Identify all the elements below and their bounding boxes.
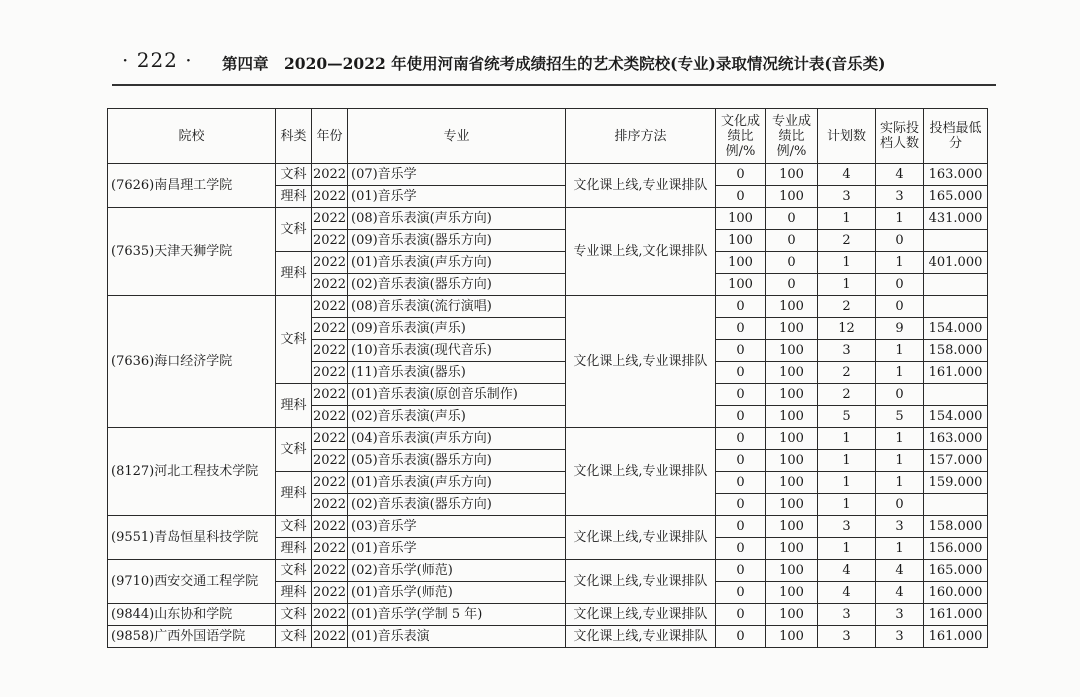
culture-ratio-cell: 0 bbox=[716, 494, 766, 516]
school-cell: (9844)山东协和学院 bbox=[108, 604, 276, 626]
year-cell: 2022 bbox=[312, 428, 348, 450]
culture-ratio-cell: 0 bbox=[716, 384, 766, 406]
major-cell: (01)音乐表演(声乐方向) bbox=[348, 472, 566, 494]
year-cell: 2022 bbox=[312, 208, 348, 230]
min-score-cell: 157.000 bbox=[924, 450, 988, 472]
col-header-actual: 实际投档人数 bbox=[876, 109, 924, 164]
method-cell: 文化课上线,专业课排队 bbox=[566, 296, 716, 428]
method-cell: 文化课上线,专业课排队 bbox=[566, 164, 716, 208]
culture-ratio-cell: 0 bbox=[716, 560, 766, 582]
min-score-cell: 158.000 bbox=[924, 516, 988, 538]
culture-ratio-cell: 0 bbox=[716, 164, 766, 186]
prof-ratio-cell: 100 bbox=[766, 186, 818, 208]
table-row bbox=[108, 560, 988, 582]
method-cell: 文化课上线,专业课排队 bbox=[566, 560, 716, 604]
culture-ratio-cell: 100 bbox=[716, 208, 766, 230]
year-cell: 2022 bbox=[312, 252, 348, 274]
year-cell: 2022 bbox=[312, 230, 348, 252]
school-cell: (9858)广西外国语学院 bbox=[108, 626, 276, 648]
method-cell: 文化课上线,专业课排队 bbox=[566, 428, 716, 516]
category-cell: 理科 bbox=[276, 538, 312, 560]
actual-cell: 0 bbox=[876, 384, 924, 406]
actual-cell: 3 bbox=[876, 516, 924, 538]
prof-ratio-cell: 100 bbox=[766, 538, 818, 560]
table-header-row bbox=[108, 109, 988, 164]
culture-ratio-cell: 0 bbox=[716, 406, 766, 428]
major-cell: (03)音乐学 bbox=[348, 516, 566, 538]
category-cell: 文科 bbox=[276, 428, 312, 472]
actual-cell: 5 bbox=[876, 406, 924, 428]
actual-cell: 1 bbox=[876, 340, 924, 362]
min-score-cell bbox=[924, 274, 988, 296]
year-cell: 2022 bbox=[312, 538, 348, 560]
method-cell: 专业课上线,文化课排队 bbox=[566, 208, 716, 296]
year-cell: 2022 bbox=[312, 296, 348, 318]
actual-cell: 3 bbox=[876, 604, 924, 626]
table-row bbox=[108, 516, 988, 538]
prof-ratio-cell: 100 bbox=[766, 560, 818, 582]
actual-cell: 1 bbox=[876, 208, 924, 230]
prof-ratio-cell: 100 bbox=[766, 318, 818, 340]
year-cell: 2022 bbox=[312, 626, 348, 648]
major-cell: (01)音乐学 bbox=[348, 538, 566, 560]
year-cell: 2022 bbox=[312, 340, 348, 362]
prof-ratio-cell: 100 bbox=[766, 626, 818, 648]
min-score-cell: 161.000 bbox=[924, 604, 988, 626]
school-cell: (7626)南昌理工学院 bbox=[108, 164, 276, 208]
actual-cell: 3 bbox=[876, 626, 924, 648]
major-cell: (01)音乐学(学制 5 年) bbox=[348, 604, 566, 626]
year-cell: 2022 bbox=[312, 582, 348, 604]
school-cell: (9551)青岛恒星科技学院 bbox=[108, 516, 276, 560]
plan-cell: 12 bbox=[818, 318, 876, 340]
category-cell: 文科 bbox=[276, 626, 312, 648]
prof-ratio-cell: 100 bbox=[766, 428, 818, 450]
min-score-cell: 158.000 bbox=[924, 340, 988, 362]
prof-ratio-cell: 0 bbox=[766, 208, 818, 230]
prof-ratio-cell: 0 bbox=[766, 274, 818, 296]
plan-cell: 3 bbox=[818, 604, 876, 626]
actual-cell: 1 bbox=[876, 362, 924, 384]
major-cell: (08)音乐表演(流行演唱) bbox=[348, 296, 566, 318]
major-cell: (08)音乐表演(声乐方向) bbox=[348, 208, 566, 230]
min-score-cell bbox=[924, 230, 988, 252]
category-cell: 理科 bbox=[276, 384, 312, 428]
prof-ratio-cell: 100 bbox=[766, 450, 818, 472]
min-score-cell: 154.000 bbox=[924, 318, 988, 340]
culture-ratio-cell: 0 bbox=[716, 318, 766, 340]
culture-ratio-cell: 0 bbox=[716, 604, 766, 626]
year-cell: 2022 bbox=[312, 164, 348, 186]
culture-ratio-cell: 100 bbox=[716, 274, 766, 296]
plan-cell: 3 bbox=[818, 516, 876, 538]
year-cell: 2022 bbox=[312, 494, 348, 516]
actual-cell: 3 bbox=[876, 186, 924, 208]
plan-cell: 1 bbox=[818, 472, 876, 494]
plan-cell: 1 bbox=[818, 274, 876, 296]
culture-ratio-cell: 0 bbox=[716, 296, 766, 318]
culture-ratio-cell: 0 bbox=[716, 450, 766, 472]
school-cell: (7636)海口经济学院 bbox=[108, 296, 276, 428]
category-cell: 文科 bbox=[276, 296, 312, 384]
major-cell: (01)音乐表演(原创音乐制作) bbox=[348, 384, 566, 406]
method-cell: 文化课上线,专业课排队 bbox=[566, 604, 716, 626]
min-score-cell: 161.000 bbox=[924, 626, 988, 648]
min-score-cell: 431.000 bbox=[924, 208, 988, 230]
table-row bbox=[108, 164, 988, 186]
plan-cell: 2 bbox=[818, 362, 876, 384]
table-row bbox=[108, 604, 988, 626]
header-rule bbox=[112, 84, 996, 86]
admission-table bbox=[107, 108, 988, 648]
min-score-cell: 161.000 bbox=[924, 362, 988, 384]
major-cell: (01)音乐学(师范) bbox=[348, 582, 566, 604]
page-number: · 222 · bbox=[122, 48, 193, 72]
col-header-year: 年份 bbox=[312, 109, 348, 164]
plan-cell: 1 bbox=[818, 538, 876, 560]
min-score-cell: 401.000 bbox=[924, 252, 988, 274]
major-cell: (01)音乐表演(声乐方向) bbox=[348, 252, 566, 274]
page-title: 第四章 2020—2022 年使用河南省统考成绩招生的艺术类院校(专业)录取情况统计表(音乐类) bbox=[222, 54, 886, 73]
major-cell: (11)音乐表演(器乐) bbox=[348, 362, 566, 384]
prof-ratio-cell: 100 bbox=[766, 604, 818, 626]
min-score-cell: 165.000 bbox=[924, 186, 988, 208]
major-cell: (10)音乐表演(现代音乐) bbox=[348, 340, 566, 362]
table-row bbox=[108, 626, 988, 648]
prof-ratio-cell: 100 bbox=[766, 296, 818, 318]
min-score-cell: 163.000 bbox=[924, 164, 988, 186]
major-cell: (09)音乐表演(声乐) bbox=[348, 318, 566, 340]
actual-cell: 0 bbox=[876, 230, 924, 252]
prof-ratio-cell: 0 bbox=[766, 252, 818, 274]
plan-cell: 3 bbox=[818, 186, 876, 208]
prof-ratio-cell: 100 bbox=[766, 582, 818, 604]
major-cell: (02)音乐表演(器乐方向) bbox=[348, 274, 566, 296]
plan-cell: 1 bbox=[818, 252, 876, 274]
plan-cell: 5 bbox=[818, 406, 876, 428]
culture-ratio-cell: 100 bbox=[716, 230, 766, 252]
year-cell: 2022 bbox=[312, 318, 348, 340]
culture-ratio-cell: 0 bbox=[716, 428, 766, 450]
actual-cell: 0 bbox=[876, 494, 924, 516]
culture-ratio-cell: 100 bbox=[716, 252, 766, 274]
major-cell: (02)音乐学(师范) bbox=[348, 560, 566, 582]
min-score-cell: 159.000 bbox=[924, 472, 988, 494]
actual-cell: 0 bbox=[876, 274, 924, 296]
prof-ratio-cell: 0 bbox=[766, 230, 818, 252]
category-cell: 理科 bbox=[276, 186, 312, 208]
min-score-cell: 154.000 bbox=[924, 406, 988, 428]
year-cell: 2022 bbox=[312, 362, 348, 384]
actual-cell: 1 bbox=[876, 252, 924, 274]
category-cell: 文科 bbox=[276, 604, 312, 626]
page-header bbox=[0, 0, 1080, 95]
actual-cell: 4 bbox=[876, 164, 924, 186]
category-cell: 文科 bbox=[276, 164, 312, 186]
min-score-cell bbox=[924, 494, 988, 516]
min-score-cell: 165.000 bbox=[924, 560, 988, 582]
plan-cell: 2 bbox=[818, 384, 876, 406]
col-header-method: 排序方法 bbox=[566, 109, 716, 164]
category-cell: 理科 bbox=[276, 252, 312, 296]
plan-cell: 4 bbox=[818, 582, 876, 604]
year-cell: 2022 bbox=[312, 604, 348, 626]
prof-ratio-cell: 100 bbox=[766, 516, 818, 538]
prof-ratio-cell: 100 bbox=[766, 384, 818, 406]
major-cell: (09)音乐表演(器乐方向) bbox=[348, 230, 566, 252]
actual-cell: 1 bbox=[876, 472, 924, 494]
actual-cell: 1 bbox=[876, 428, 924, 450]
plan-cell: 2 bbox=[818, 296, 876, 318]
year-cell: 2022 bbox=[312, 472, 348, 494]
plan-cell: 1 bbox=[818, 494, 876, 516]
min-score-cell: 160.000 bbox=[924, 582, 988, 604]
col-header-prof-ratio: 专业成绩比例/% bbox=[766, 109, 818, 164]
culture-ratio-cell: 0 bbox=[716, 472, 766, 494]
major-cell: (02)音乐表演(声乐) bbox=[348, 406, 566, 428]
year-cell: 2022 bbox=[312, 450, 348, 472]
category-cell: 文科 bbox=[276, 560, 312, 582]
col-header-min-score: 投档最低分 bbox=[924, 109, 988, 164]
school-cell: (7635)天津天狮学院 bbox=[108, 208, 276, 296]
major-cell: (07)音乐学 bbox=[348, 164, 566, 186]
table-row bbox=[108, 428, 988, 450]
plan-cell: 4 bbox=[818, 164, 876, 186]
prof-ratio-cell: 100 bbox=[766, 340, 818, 362]
culture-ratio-cell: 0 bbox=[716, 362, 766, 384]
major-cell: (01)音乐表演 bbox=[348, 626, 566, 648]
major-cell: (05)音乐表演(器乐方向) bbox=[348, 450, 566, 472]
plan-cell: 4 bbox=[818, 560, 876, 582]
col-header-major: 专业 bbox=[348, 109, 566, 164]
year-cell: 2022 bbox=[312, 186, 348, 208]
major-cell: (04)音乐表演(声乐方向) bbox=[348, 428, 566, 450]
actual-cell: 4 bbox=[876, 560, 924, 582]
year-cell: 2022 bbox=[312, 560, 348, 582]
actual-cell: 1 bbox=[876, 450, 924, 472]
culture-ratio-cell: 0 bbox=[716, 340, 766, 362]
plan-cell: 2 bbox=[818, 230, 876, 252]
table-row bbox=[108, 296, 988, 318]
prof-ratio-cell: 100 bbox=[766, 362, 818, 384]
culture-ratio-cell: 0 bbox=[716, 626, 766, 648]
major-cell: (02)音乐表演(器乐方向) bbox=[348, 494, 566, 516]
year-cell: 2022 bbox=[312, 384, 348, 406]
culture-ratio-cell: 0 bbox=[716, 516, 766, 538]
col-header-plan: 计划数 bbox=[818, 109, 876, 164]
category-cell: 理科 bbox=[276, 582, 312, 604]
year-cell: 2022 bbox=[312, 516, 348, 538]
actual-cell: 1 bbox=[876, 538, 924, 560]
school-cell: (9710)西安交通工程学院 bbox=[108, 560, 276, 604]
plan-cell: 3 bbox=[818, 626, 876, 648]
culture-ratio-cell: 0 bbox=[716, 538, 766, 560]
col-header-category: 科类 bbox=[276, 109, 312, 164]
plan-cell: 1 bbox=[818, 450, 876, 472]
year-cell: 2022 bbox=[312, 274, 348, 296]
plan-cell: 3 bbox=[818, 340, 876, 362]
major-cell: (01)音乐学 bbox=[348, 186, 566, 208]
school-cell: (8127)河北工程技术学院 bbox=[108, 428, 276, 516]
min-score-cell bbox=[924, 296, 988, 318]
culture-ratio-cell: 0 bbox=[716, 186, 766, 208]
category-cell: 文科 bbox=[276, 516, 312, 538]
method-cell: 文化课上线,专业课排队 bbox=[566, 626, 716, 648]
col-header-culture-ratio: 文化成绩比例/% bbox=[716, 109, 766, 164]
actual-cell: 0 bbox=[876, 296, 924, 318]
prof-ratio-cell: 100 bbox=[766, 406, 818, 428]
prof-ratio-cell: 100 bbox=[766, 494, 818, 516]
col-header-school: 院校 bbox=[108, 109, 276, 164]
category-cell: 文科 bbox=[276, 208, 312, 252]
method-cell: 文化课上线,专业课排队 bbox=[566, 516, 716, 560]
prof-ratio-cell: 100 bbox=[766, 472, 818, 494]
plan-cell: 1 bbox=[818, 428, 876, 450]
culture-ratio-cell: 0 bbox=[716, 582, 766, 604]
prof-ratio-cell: 100 bbox=[766, 164, 818, 186]
min-score-cell bbox=[924, 384, 988, 406]
category-cell: 理科 bbox=[276, 472, 312, 516]
min-score-cell: 156.000 bbox=[924, 538, 988, 560]
plan-cell: 1 bbox=[818, 208, 876, 230]
year-cell: 2022 bbox=[312, 406, 348, 428]
actual-cell: 4 bbox=[876, 582, 924, 604]
min-score-cell: 163.000 bbox=[924, 428, 988, 450]
actual-cell: 9 bbox=[876, 318, 924, 340]
table-row bbox=[108, 208, 988, 230]
